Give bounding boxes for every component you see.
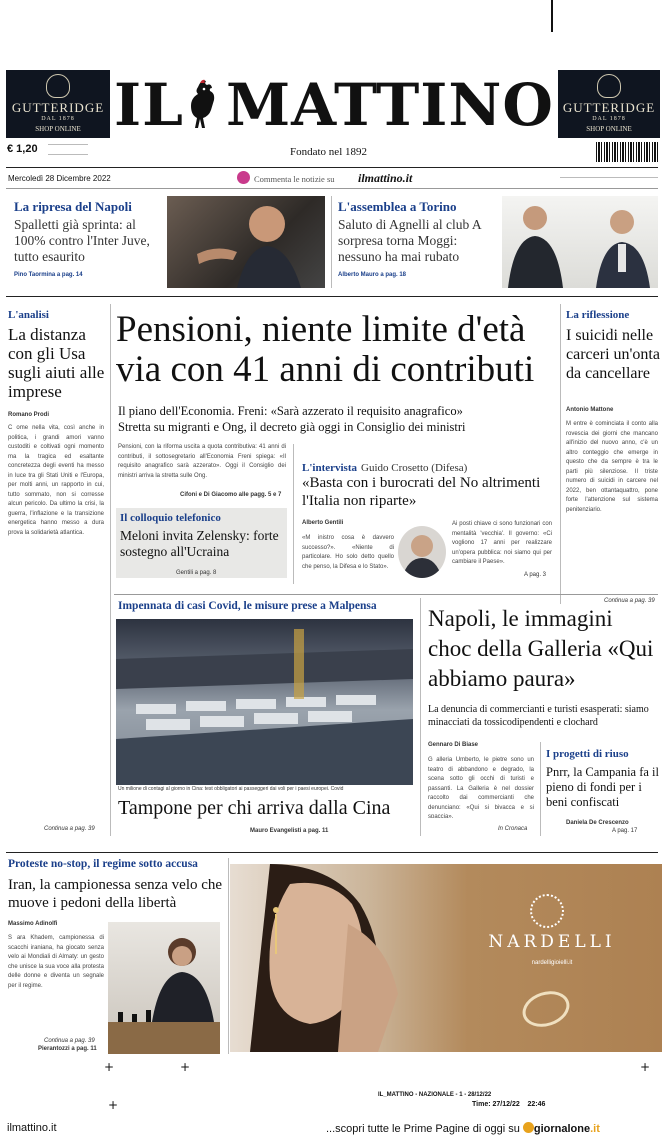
chess-photo — [108, 922, 220, 1054]
price: € 1,20 — [7, 143, 38, 155]
giornalone-icon — [523, 1122, 534, 1133]
ad-shop: SHOP ONLINE — [586, 125, 632, 133]
edition-note — [560, 177, 658, 180]
galleria-byline: In Cronaca — [498, 826, 528, 832]
riuso-byline: Daniela De Crescenzo — [566, 820, 629, 826]
analisi-author: Romano Prodi — [8, 412, 50, 418]
iran-text: S ara Khadem, campionessa di scacchi iraniana, ha giocato senza velo ai Mondiali di Almaty: un gesto che unisce la sua voce alla protesta delle donne e diventa un segnale per il regime. — [8, 935, 104, 989]
top-right-byline: Alberto Mauro a pag. 18 — [338, 272, 407, 278]
footer-site-link[interactable]: ilmattino.it — [7, 1122, 57, 1134]
main-lead-text: Pensioni, con la riforma uscita a quota contributiva: 41 anni di contributi, il sottosegretario all'Economia Freni spiega: «Il requisito anagrafico sarà azzerato». Oggi il Consiglio dei ministri arriva la stretta sulle Ong. — [118, 444, 286, 479]
left-column-rule — [110, 304, 111, 836]
nardelli-brand: NARDELLI — [488, 932, 616, 952]
riflessione-author: Antonio Mattone — [566, 407, 614, 413]
ring-icon — [518, 985, 574, 1032]
riuso-headline[interactable]: Pnrr, la Campania fa il pieno di fondi per i beni confiscati — [546, 765, 660, 809]
analisi-headline[interactable]: La distanza con gli Usa sugli aiuti alle imprese — [8, 325, 105, 401]
intervista-author: Alberto Gentili — [302, 520, 344, 526]
date-text: Mercoledì 28 Dicembre 2022 — [8, 174, 111, 183]
riflessione-text: M entre è cominciata il conto alla rovescia dei giorni che mancano all'inizio del nuovo anno, c'è un altro conteggio che emerge in questo che da sempre è tra le parti più silenziose. Il triste numero di suicidi in carcere nel 2022, ben ottantaquattro, pone forte l'attenzione sul sistema penitenziario. — [566, 421, 658, 513]
ad-est: DAL 1878 — [592, 116, 626, 122]
galleria-headline[interactable]: Napoli, le immagini choc della Galleria «Qui abbiamo paura» — [428, 606, 654, 691]
top-bar — [0, 0, 662, 62]
intervista-text-1: «M inistro cosa è davvero successo?». «Niente di particolare. Ho solo detto quello che penso, la Difesa e lo Stato». — [302, 535, 394, 570]
riuso-page: A pag. 17 — [612, 828, 638, 834]
ad-nardelli[interactable] — [230, 864, 662, 1052]
ad-brand: GUTTERIDGE — [562, 100, 656, 115]
iran-author: Massimo Adinolfi — [8, 921, 58, 927]
price-note — [48, 144, 88, 155]
ad-shop: SHOP ONLINE — [35, 125, 81, 133]
crest-icon — [597, 74, 621, 98]
analisi-text: C ome nella vita, così anche in politica, i grandi amori vanno custoditi e coltivati ogni momento ma la tragica ed esaltante concretezza degli eventi ha messo in luce tra gli Stati Uniti e l'Europa, per molti anni, un rapporto in cui, tutto sommato, non si corresse alcun pericolo. Da ultimo la crisi, la guerra, l'inflazione e la transizione energetica hanno messo a dura prova la solidarietà atlantica. — [8, 425, 104, 536]
malpensa-photo — [116, 619, 413, 785]
footer-bar — [0, 1118, 662, 1139]
top-left-kicker: La ripresa del Napoli — [14, 199, 132, 214]
spalletti-photo — [167, 196, 325, 288]
nardelli-url: nardelligioielli.it — [531, 960, 573, 966]
main-headline[interactable]: Pensioni, niente limite d'età via con 41 anni di contributi — [116, 309, 535, 390]
iran-rule — [228, 858, 229, 1054]
riflessione-continue: Continua a pag. 39 — [604, 598, 655, 604]
top-divider — [551, 0, 553, 32]
crop-mark-icon: + — [180, 1060, 191, 1074]
riflessione-kicker: La riflessione — [566, 309, 630, 321]
iran-headline[interactable]: Iran, la campionessa senza velo che muove i pedoni della libertà — [8, 877, 223, 911]
colloquio-headline[interactable]: Meloni invita Zelensky: forte sostegno all'Ucraina — [120, 528, 279, 559]
intervista-text-2: Ai posti chiave ci sono funzionari con mentalità 'vecchia'. Il governo: «Ci vogliono 17 anni per realizzare un'opera pubblica: noi siamo qui per cambiare il Paese». — [452, 521, 552, 565]
crop-mark-icon: + — [104, 1060, 115, 1074]
intervista-headline[interactable]: «Basta con i burocrati del No altrimenti l'Italia non riparte» — [302, 475, 541, 509]
comment-text[interactable]: Commenta le notizie su — [254, 174, 335, 184]
top-left-byline: Pino Taormina a pag. 14 — [14, 272, 83, 278]
lower-section-rule — [6, 852, 658, 853]
riflessione-headline[interactable]: I suicidi nelle carceri un'onta da cancellare — [566, 327, 660, 382]
founded-text: Fondato nel 1892 — [290, 146, 367, 158]
ad-gutteridge-left[interactable] — [6, 70, 110, 138]
colloquio-kicker: Il colloquio telefonico — [120, 512, 221, 524]
main-subhead-2: Stretta su migranti e Ong, il decreto già oggi in Consiglio dei ministri — [118, 420, 466, 434]
colloquio-byline: Gentili a pag. 8 — [176, 570, 217, 576]
main-lead-rule — [293, 444, 294, 584]
footer-promo-text: ...scopri tutte le Prime Pagine di oggi su — [326, 1123, 520, 1135]
analisi-kicker: L'analisi — [8, 309, 49, 321]
comment-badge-icon[interactable] — [237, 171, 250, 184]
model-image — [230, 864, 460, 1052]
rooster-icon — [186, 77, 224, 131]
top-divider-vertical — [331, 196, 332, 288]
galleria-text: G alleria Umberto, le pietre sono un teatro di abbandono e degrado, la scena sotto gli occhi di turisti e passanti. La Galleria è nel dossier raccolto dai commercianti che denunciano: «Qui si bivacca e si spaccia». — [428, 757, 534, 818]
ad-est: DAL 1878 — [41, 116, 75, 122]
iran-continue: Continua a pag. 39 — [44, 1038, 95, 1044]
covid-byline: Mauro Evangelisti a pag. 11 — [250, 828, 329, 834]
masthead-rule — [6, 167, 658, 168]
riuso-rule — [540, 742, 541, 836]
covid-headline[interactable]: Tampone per chi arriva dalla Cina — [118, 797, 391, 819]
intervista-kicker: L'intervista — [302, 462, 357, 474]
top-left-headline[interactable]: Spalletti già sprinta: al 100% contro l'Inter Juve, tutto esaurito — [14, 217, 150, 264]
print-info-line: IL_MATTINO - NAZIONALE - 1 - 28/12/22 — [378, 1092, 492, 1098]
top-section-rule — [6, 296, 658, 297]
iran-kicker: Proteste no-stop, il regime sotto accusa — [8, 858, 198, 870]
nardelli-logo-icon — [530, 894, 564, 928]
galleria-subhead: La denuncia di commercianti e turisti esasperati: siamo minacciati da tossicodipendenti e clochard — [428, 704, 649, 728]
crop-mark-icon: + — [108, 1098, 119, 1112]
covid-kicker: Impennata di casi Covid, le misure prese a Malpensa — [118, 600, 377, 612]
mid-rule — [114, 594, 658, 595]
footer-promo-site: giornalone — [533, 1123, 591, 1135]
covid-caption: Un milione di contagi al giorno in Cina: test obbligatori ai passeggeri dai voli per i paesi europei. Covid — [118, 786, 344, 792]
main-lead-byline: Cifoni e Di Giacomo alle pagg. 5 e 7 — [180, 492, 282, 498]
right-column-rule — [560, 304, 561, 604]
comment-site[interactable]: ilmattino.it — [358, 171, 413, 185]
print-info-time: Time: 27/12/22 22:46 — [472, 1101, 546, 1108]
covid-rule — [420, 598, 421, 836]
ad-brand: GUTTERIDGE — [11, 100, 105, 115]
crosetto-photo — [398, 526, 446, 578]
galleria-author: Gennaro Di Biase — [428, 742, 479, 748]
masthead-title-right: MATTINO — [225, 71, 554, 139]
barcode — [596, 142, 658, 162]
main-subhead-1: Il piano dell'Economia. Freni: «Sarà azzerato il requisito anagrafico» — [118, 404, 463, 418]
masthead-title-left: IL — [114, 71, 184, 139]
crest-icon — [46, 74, 70, 98]
date-rule — [6, 188, 658, 189]
intervista-page: A pag. 3 — [524, 572, 547, 578]
analisi-continue: Continua a pag. 39 — [44, 826, 95, 832]
riuso-kicker: I progetti di riuso — [546, 748, 629, 760]
top-right-headline[interactable]: Saluto di Agnelli al club A sorpresa torna Moggi: nessuno ha mai rubato — [338, 217, 481, 264]
footer-promo-tld: .it — [590, 1123, 600, 1135]
intervista-person: Guido Crosetto (Difesa) — [361, 462, 468, 474]
agnelli-photo — [502, 196, 658, 288]
iran-byline: Pierantozzi a pag. 11 — [38, 1046, 97, 1052]
crop-mark-icon: + — [640, 1060, 651, 1074]
footer-promo[interactable] — [326, 1122, 600, 1135]
masthead-title — [114, 71, 554, 139]
top-right-kicker: L'assemblea a Torino — [338, 199, 457, 214]
ad-gutteridge-right[interactable] — [558, 70, 660, 138]
